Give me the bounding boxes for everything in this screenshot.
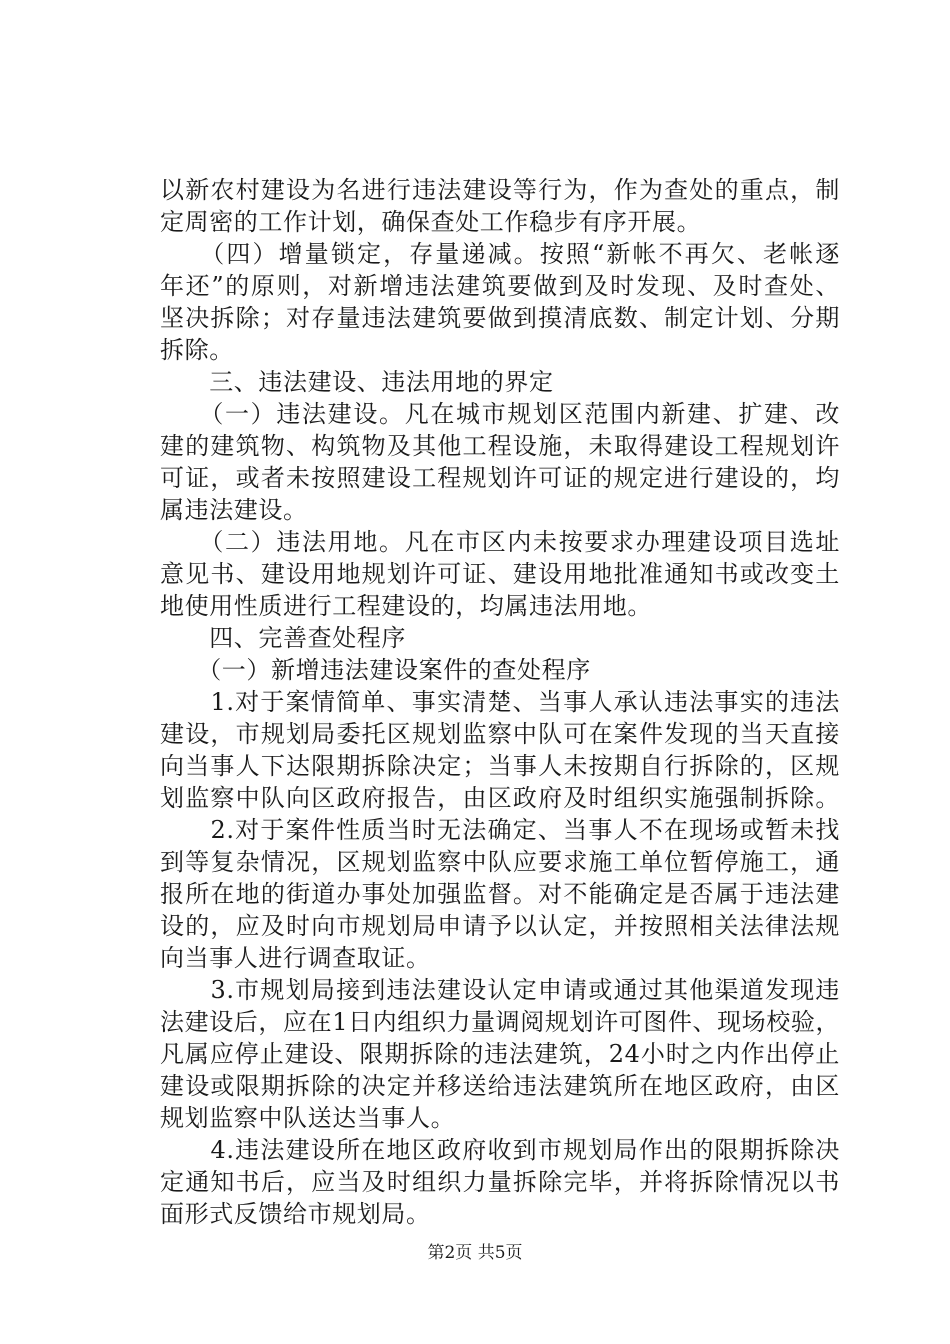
text-line: 四、完善查处程序 <box>160 624 406 652</box>
text-line: 建设或限期拆除的决定并移送给违法建筑所在地区政府，由区 <box>160 1072 840 1100</box>
text-line: 2.对于案件性质当时无法确定、当事人不在现场或暂未找 <box>160 816 840 844</box>
text-line: 1.对于案情简单、事实清楚、当事人承认违法事实的违法 <box>160 688 840 716</box>
text-line: 凡属应停止建设、限期拆除的违法建筑，24小时之内作出停止 <box>160 1040 840 1068</box>
text-line: 拆除。 <box>160 336 234 364</box>
text-line: （二）违法用地。凡在市区内未按要求办理建设项目选址 <box>160 528 840 556</box>
text-line: 划监察中队向区政府报告，由区政府及时组织实施强制拆除。 <box>160 784 840 812</box>
text-line: 法建设后，应在1日内组织力量调阅规划许可图件、现场校验， <box>160 1008 841 1036</box>
document-body <box>160 174 840 1230</box>
text-line: 意见书、建设用地规划许可证、建设用地批准通知书或改变土 <box>160 560 840 588</box>
text-line: 地使用性质进行工程建设的，均属违法用地。 <box>160 592 652 620</box>
text-line: 规划监察中队送达当事人。 <box>160 1104 456 1132</box>
text-line: 建设，市规划局委托区规划监察中队可在案件发现的当天直接 <box>160 720 840 748</box>
text-line: 年还”的原则，对新增违法建筑要做到及时发现、及时查处、 <box>160 272 840 300</box>
page-footer: 第2页 共5页 <box>427 1243 523 1263</box>
text-line: 定通知书后，应当及时组织力量拆除完毕，并将拆除情况以书 <box>160 1168 840 1196</box>
text-line: 坚决拆除；对存量违法建筑要做到摸清底数、制定计划、分期 <box>160 304 840 332</box>
text-line: 三、违法建设、违法用地的界定 <box>160 368 554 396</box>
text-line: 可证，或者未按照建设工程规划许可证的规定进行建设的，均 <box>160 464 840 492</box>
text-line: 属违法建设。 <box>160 496 308 524</box>
text-line: 向当事人下达限期拆除决定；当事人未按期自行拆除的，区规 <box>160 752 840 780</box>
text-line: 建的建筑物、构筑物及其他工程设施，未取得建设工程规划许 <box>160 432 840 460</box>
text-line: 4.违法建设所在地区政府收到市规划局作出的限期拆除决 <box>160 1136 840 1164</box>
text-line: 3.市规划局接到违法建设认定申请或通过其他渠道发现违 <box>160 976 840 1004</box>
text-line: （一）违法建设。凡在城市规划区范围内新建、扩建、改 <box>160 400 840 428</box>
text-line: 报所在地的街道办事处加强监督。对不能确定是否属于违法建 <box>160 880 840 908</box>
text-line: 设的，应及时向市规划局申请予以认定，并按照相关法律法规 <box>160 912 840 940</box>
text-line: （四）增量锁定，存量递减。按照“新帐不再欠、老帐逐 <box>160 240 840 268</box>
text-line: 定周密的工作计划，确保查处工作稳步有序开展。 <box>160 208 702 236</box>
text-line: 面形式反馈给市规划局。 <box>160 1200 431 1228</box>
text-line: 到等复杂情况，区规划监察中队应要求施工单位暂停施工，通 <box>160 848 840 876</box>
text-line: 向当事人进行调查取证。 <box>160 944 431 972</box>
text-line: （一）新增违法建设案件的查处程序 <box>160 656 591 684</box>
text-line: 以新农村建设为名进行违法建设等行为，作为查处的重点，制 <box>160 176 840 204</box>
